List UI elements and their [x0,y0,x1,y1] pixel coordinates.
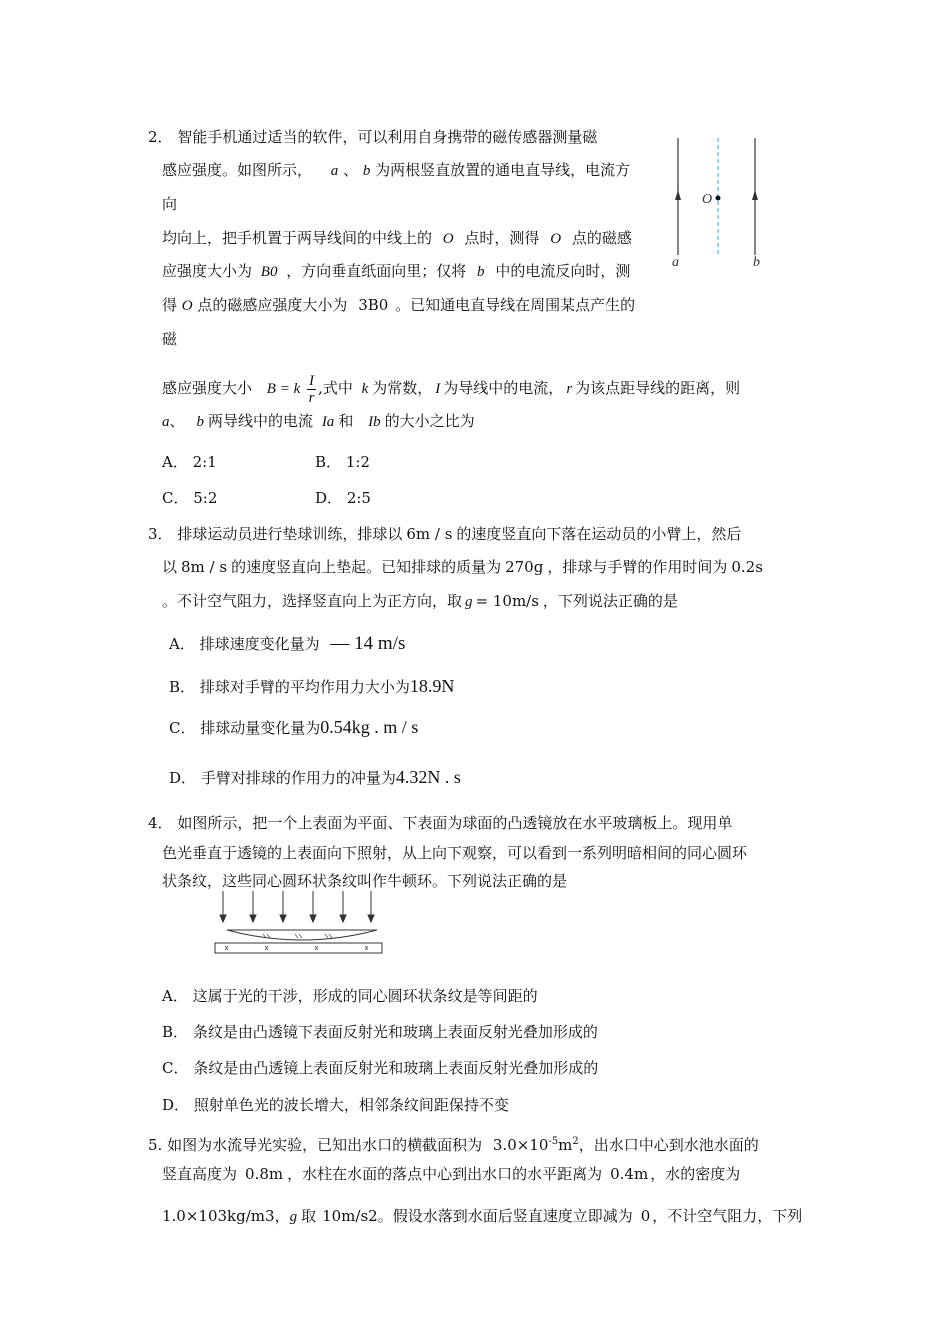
q4-number: 4． [148,814,173,832]
q3-option-a[interactable]: A． 排球速度变化量为 — 14 m/s [169,633,406,654]
q2-line-4: 均向上，把手机置于两导线间的中线上的 O 点时，测得 O 点的磁感 [162,229,632,247]
q3-option-b[interactable]: B． 排球对手臂的平均作用力大小为18.9N [169,676,455,696]
q4-line-1: 4． 如图所示，把一个上表面为平面、下表面为球面的凸透镜放在水平玻璃板上。现用单 [148,814,733,832]
q2-option-d[interactable]: D． 2:5 [315,489,371,507]
q2-line-9: a、 b 两导线中的电流 Ia 和 Ib 的大小之比为 [162,412,475,430]
q2-option-c[interactable]: C． 5:2 [162,489,218,507]
q2-line-2: 感应强度。如图所示， a 、 b 为两根竖直放置的通电直导线，电流方 [162,161,631,179]
wire-a-arrow [675,190,681,200]
convex-lens [227,930,377,940]
q5-line-3: 1.0×103kg/m3，g 取 10m/s2。假设水落到水面后竖直速度立即减为 0 ，不计空气阻力，下列 [162,1207,803,1225]
q4-newton-rings-figure [205,888,390,958]
glass-plate [215,943,382,953]
q3-line-1: 3． 排球运动员进行垫球训练，排球以 6m / s 的速度竖直向下落在运动员的小臂上，然后 [148,525,742,543]
q2-line-1: 2． 智能手机通过适当的软件，可以利用自身携带的磁传感器测量磁 [148,128,598,146]
point-O [716,196,721,201]
label-b: b [753,255,760,270]
formula-lhs: B = k [266,381,301,397]
q2-number: 2． [148,128,173,146]
q4-option-c[interactable]: C． 条纹是由凸透镜上表面反射光和玻璃上表面反射光叠加形成的 [162,1059,599,1077]
q3-option-d[interactable]: D． 手臂对排球的作用力的冲量为4.32N . s [169,767,461,787]
q2-line-7: 磁 [162,330,178,348]
q3-number: 3． [148,525,173,543]
q5-line-2: 竖直高度为 0.8m ，水柱在水面的落点中心到出水口的水平距离为 0.4m ，水的密度为 [162,1165,741,1183]
q4-line-2: 色光垂直于透镜的上表面向下照射，从上向下观察，可以看到一系列明暗相间的同心圆环 [162,844,748,862]
q4-option-b[interactable]: B． 条纹是由凸透镜下表面反射光和玻璃上表面反射光叠加形成的 [162,1023,598,1041]
q5-number: 5. [148,1136,163,1154]
q2-wires-figure [665,130,775,275]
formula-fraction: $\frac{I}{r}$ [308,372,315,406]
q2-line-8: 感应强度大小 B = k $\frac{I}{r}$ ,式中 k 为常数， I 为导线中的电流， r 为该点距导线的距离，则 [162,372,741,406]
wire-b-arrow [752,190,758,200]
q2-option-a[interactable]: A． 2:1 [162,453,217,471]
q2-line-5: 应强度大小为 B0 ，方向垂直纸面向里；仅将 b 中的电流反向时，测 [162,262,631,280]
q2-line-3: 向 [162,195,178,213]
label-a: a [672,255,679,270]
q5-line-1: 5. 如图为水流导光实验，已知出水口的横截面积为 $3.0\times 10^{-5}m^2$，出水口中心到水池水面的 [148,1136,759,1154]
q4-option-d[interactable]: D． 照射单色光的波长增大，相邻条纹间距保持不变 [162,1096,509,1114]
q3-line-2: 以 8m / s 的速度竖直向上垫起。已知排球的质量为 270g ，排球与手臂的作用时间为 0.2s [162,558,763,576]
q3-option-c[interactable]: C． 排球动量变化量为0.54kg . m / s [169,717,419,737]
q4-line-3: 状条纹，这些同心圆环状条纹叫作牛顿环。下列说法正确的是 [162,872,568,890]
q2-option-b[interactable]: B． 1:2 [315,453,370,471]
q2-line-6: 得 O 点的磁感应强度大小为 3B0 。已知通电直导线在周围某点产生的 [162,296,636,314]
q4-option-a[interactable]: A． 这属于光的干涉，形成的同心圆环状条纹是等间距的 [162,987,538,1005]
q3-line-3: 。不计空气阻力，选择竖直向上为正方向，取 g = 10m/s ，下列说法正确的是 [162,592,678,610]
label-O: O [702,192,713,207]
